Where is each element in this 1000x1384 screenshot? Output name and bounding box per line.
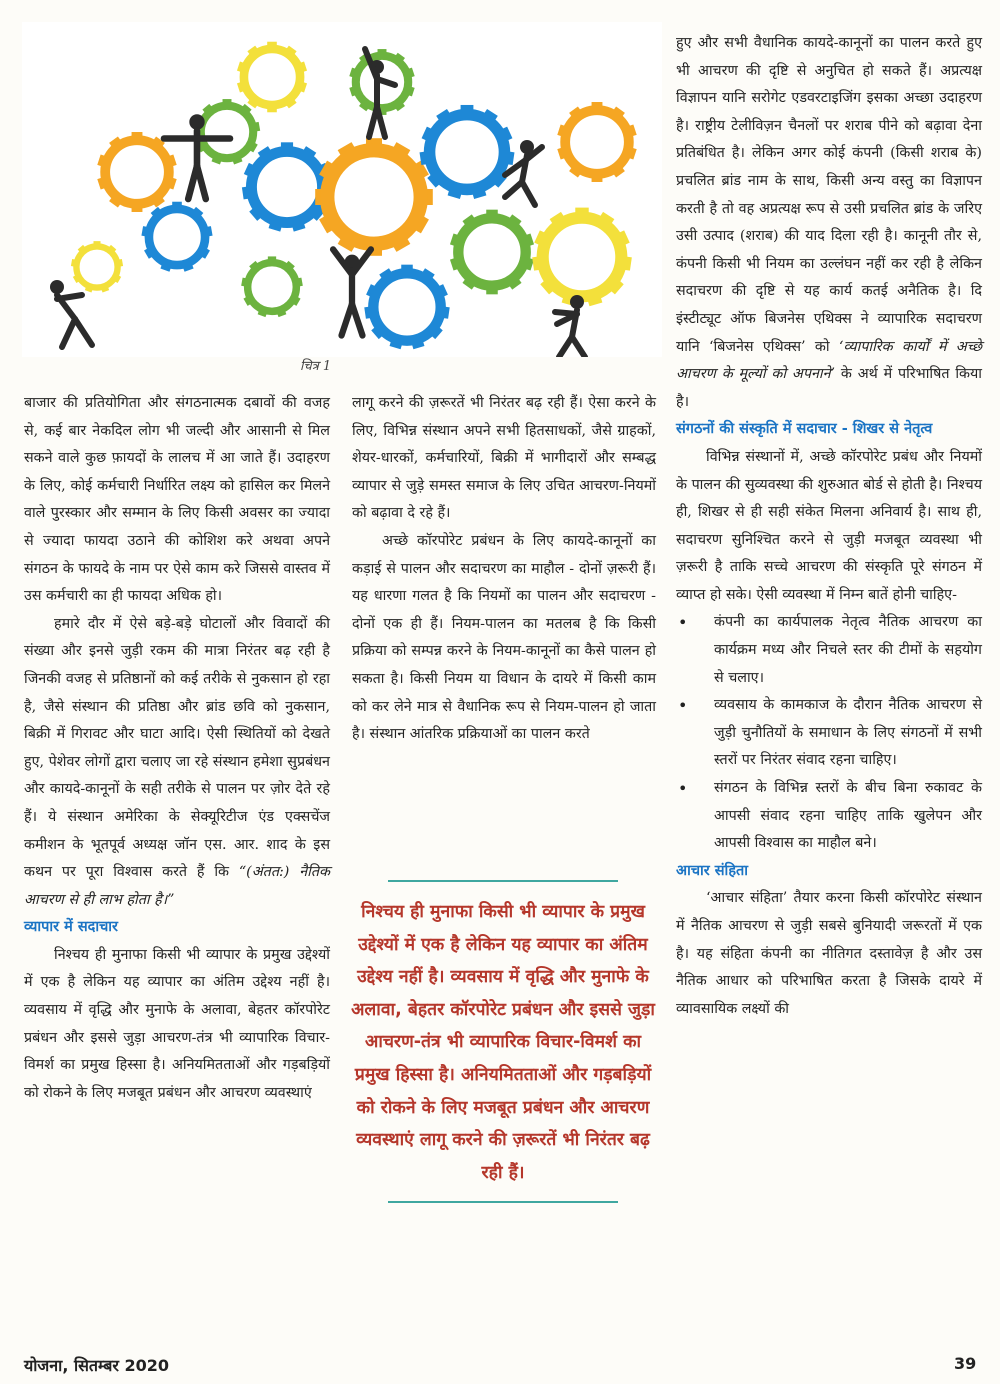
gear-icon <box>141 202 212 272</box>
column-1 <box>24 390 330 1107</box>
paragraph <box>676 30 982 416</box>
section-heading: आचार संहिता <box>676 862 749 879</box>
paragraph: अच्छे कॉरपोरेट प्रबंधन के लिए कायदे-कानूनों का कड़ाई से पालन और सदाचरण का माहौल - दोनों ज़रूरी हैं। यह धारणा गलत है कि नियमों का पालन और सदाचरण - दोनों एक ही हैं। नियम-पालन का मतलब है कि किसी प्रक्रिया को सम्पन्न करने के नियम-कानूनों का कैसे पालन हो सकता है। किसी नियम या विधान के दायरे में किसी काम को कर लेने मात्र से वैधानिक रूप से नियम-पालन हो जाता है। संस्थान आंतरिक प्रक्रियाओं का पालन करते <box>352 532 656 743</box>
paragraph <box>24 611 330 915</box>
gear-icon <box>532 208 632 307</box>
pull-quote-text: निश्चय ही मुनाफा किसी भी व्यापार के प्रमुख उद्देश्यों में एक है लेकिन यह व्यापार का अंतिम उद्देश्य नहीं है। व्यवसाय में वृद्धि और मुनाफे के अलावा, बेहतर कॉरपोरेट प्रबंधन और इससे जुड़ा आचरण-तंत्र भी व्यापारिक विचार-विमर्श का प्रमुख हिस्सा है। अनियमितताओं और गड़बड़ियों को रोकने के लिए मजबूत प्रबंधन और आचरण व्यवस्थाएं लागू करने की ज़रूरतें भी निरंतर बढ़ रही हैं। <box>351 902 655 1183</box>
gear-icon <box>97 132 176 212</box>
quotation: “(अंतत:) नैतिक आचरण से ही लाभ होता है।” <box>24 864 330 908</box>
paragraph-text: के अर्थ में परिभाषित किया है। <box>676 366 983 410</box>
figure-caption: चित्र 1 <box>300 359 332 374</box>
section-heading: व्यापार में सदाचार <box>24 919 118 936</box>
gear-icon <box>420 105 515 199</box>
magazine-footer: योजना, सितम्बर 2020 <box>24 1356 170 1375</box>
bullet-list <box>676 609 982 857</box>
list-item: • संगठन के विभिन्न स्तरों के बीच बिना रुकावट के आपसी संवाद रहना चाहिए ताकि खुलेपन और आपसी विश्वास का माहौल बने। <box>676 775 982 858</box>
gear-icon <box>241 256 303 317</box>
gears-illustration <box>22 22 662 357</box>
section-heading: संगठनों की संस्कृति में सदाचार - शिखर से नेतृत्व <box>676 421 933 438</box>
gear-icon <box>315 138 433 256</box>
gear-icon <box>194 99 260 164</box>
pull-quote <box>348 880 658 1330</box>
list-item: • कंपनी का कार्यपालक नेतृत्व नैतिक आचरण का कार्यक्रम मध्य और निचले स्तर की टीमों के सहयोग से चलाए। <box>676 609 982 692</box>
gear-icon <box>71 241 123 292</box>
paragraph-text: हुए और सभी वैधानिक कायदे-कानूनों का पालन करते हुए भी आचरण की दृष्टि से अनुचित हो सकते हैं। अप्रत्यक्ष विज्ञापन यानि सरोगेट एडवरटाइजिंग इसका अच्छा उदाहरण है। राष्ट्रीय टेलीविज़न चैनलों पर शराब पीने को बढ़ावा देना प्रतिबंधित है। लेकिन अगर कोई कंपनी (किसी शराब के) प्रचलित ब्रांड नाम के साथ, किसी अन्य वस्तु का विज्ञापन करती है तो वह अप्रत्यक्ष रूप से उसी प्रचलित ब्रांड के जरिए उसी उत्पाद (शराब) की याद दिला रही है। कानूनी तौर से, कंपनी किसी भी नियम का उल्लंघन नहीं कर रही है लेकिन सदाचरण की दृष्टि से यह कार्य कतई अनैतिक है। दि इंस्टीट्यूट ऑफ बिजनेस एथिक्स ने व्यापारिक सदाचरण यानि ‘बिजनेस एथिक्स’ को <box>676 35 982 355</box>
gear-icon <box>237 42 307 113</box>
gear-icon <box>450 210 534 295</box>
paragraph: बाजार की प्रतियोगिता और संगठनात्मक दबावों की वजह से, कई बार नेकदिल लोग भी जल्दी और आसानी से मिल सकने वाले कुछ फ़ायदों के लालच में आ जाते हैं। उदाहरण के लिए, कोई कर्मचारी निर्धारित लक्ष्य को हासिल कर मिलने वाले पुरस्कार और सम्मान के लिए किसी अवसर का ज्यादा से ज्यादा फायदा उठाने की कोशिश करे अथवा अपने संगठन के फायदे के नाम पर ऐसे काम करे जिससे वास्तव में उस कर्मचारी का ही फायदा अधिक हो। <box>24 395 330 605</box>
gear-icon <box>242 142 332 231</box>
paragraph-text: हमारे दौर में ऐसे बड़े-बड़े घोटालों और विवादों की संख्या और इनसे जुड़ी रकम की मात्रा निरंतर बढ़ रही है जिनकी वजह से प्रतिष्ठानों को कई तरीके से नुकसान हो रहा है, जैसे संस्थान की प्रतिष्ठा और ब्रांड छवि को नुकसान, बिक्री में गिरावट और घाटा आदि। ऐसी स्थितियों को देखते हुए, पेशेवर लोगों द्वारा चलाए जा रहे संस्थान हमेशा सुप्रबंधन और कायदे-कानूनों के सही तरीके से पालन पर ज़ोर देते रहे हैं। ये संस्थान अमेरिका के सेक्यूरिटीज एंड एक्सचेंज कमीशन के भूतपूर्व अध्यक्ष जॉन एस. आर. शाद के इस कथन पर पूरा विश्वास करते हैं कि <box>24 615 330 881</box>
paragraph: लागू करने की ज़रूरतें भी निरंतर बढ़ रही हैं। ऐसा करने के लिए, विभिन्न संस्थान अपने सभी हितसाधकों, जैसे ग्राहकों, शेयर-धारकों, कर्मचारियों, बिक्री में भागीदारों और सम्बद्ध व्यापार से जुड़े समस्त समाज के लिए उचित आचरण-नियमों को बढ़ावा दे रहे हैं। <box>352 395 656 522</box>
person-figure-icon <box>333 249 371 335</box>
definition-quote: ‘व्यापारिक कार्यों में अच्छे आचरण के मूल्यों को अपनाने’ <box>676 338 982 383</box>
gears-teamwork-image <box>22 22 662 357</box>
paragraph: निश्चय ही मुनाफा किसी भी व्यापार के प्रमुख उद्देश्यों में एक है लेकिन यह व्यापार का अंतिम उद्देश्य नहीं है। व्यवसाय में वृद्धि और मुनाफे के अलावा, बेहतर कॉरपोरेट प्रबंधन और इससे जुड़ा आचरण-तंत्र भी व्यापारिक विचार-विमर्श का प्रमुख हिस्सा है। अनियमितताओं और गड़बड़ियों को रोकने के लिए मजबूत प्रबंधन और आचरण व्यवस्थाएं <box>24 946 330 1101</box>
paragraph: विभिन्न संस्थानों में, अच्छे कॉरपोरेट प्रबंध और नियमों के पालन की सुव्यवस्था की शुरुआत बोर्ड से होती है। निश्चय ही, शिखर से ही सही संकेत मिलना अनिवार्य है। साथ ही, सदाचरण सुनिश्चित करने से जुड़ी मजबूत व्यवस्था भी ज़रूरी है ताकि सच्चे आचरण की संस्कृति पूरे संगठन में व्याप्त हो सके। ऐसी व्यवस्था में निम्न बातें होनी चाहिए- <box>676 448 982 603</box>
divider <box>388 1201 618 1203</box>
gear-icon <box>557 102 636 182</box>
column-2 <box>352 390 656 749</box>
list-item: • व्यवसाय के कामकाज के दौरान नैतिक आचरण से जुड़ी चुनौतियों के समाधान के लिए संगठनों में सभी स्तरों पर निरंतर संवाद रहना चाहिए। <box>676 692 982 775</box>
person-figure-icon <box>505 140 542 205</box>
person-figure-icon <box>365 49 395 137</box>
gear-icon <box>364 265 449 350</box>
column-3 <box>676 30 982 1023</box>
page-number: 39 <box>954 1354 977 1373</box>
paragraph: ‘आचार संहिता’ तैयार करना किसी कॉरपोरेट संस्थान में नैतिक आचरण से जुड़ी सबसे बुनियादी जरूरतों में एक है। यह संहिता कंपनी का नीतिगत दस्तावेज़ है और उस नैतिक आधार को परिभाषित करता है जिसके दायरे में व्यावसायिक लक्ष्यों की <box>676 890 982 1017</box>
divider <box>388 880 618 882</box>
